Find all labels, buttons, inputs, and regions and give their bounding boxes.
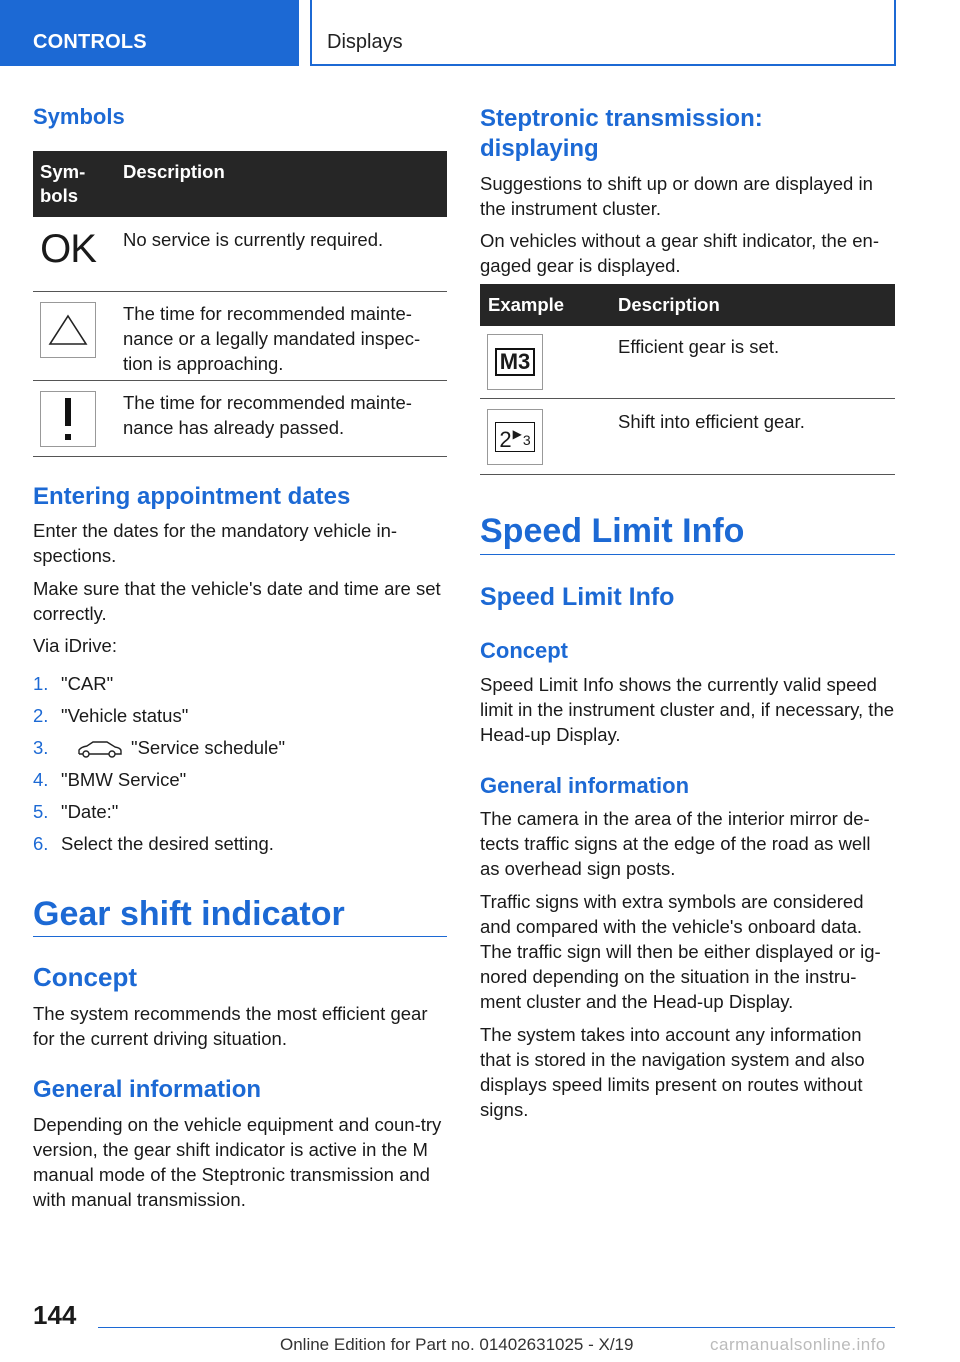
footer-rule	[98, 1327, 895, 1328]
car-icon	[75, 739, 125, 759]
list-item: 5. "Date:"	[33, 801, 119, 822]
gear-m3-icon: M3	[487, 334, 543, 390]
table-header-description: Description	[610, 284, 895, 326]
divider	[33, 380, 447, 381]
heading-rule	[480, 554, 895, 555]
list-item: 4. "BMW Service"	[33, 769, 187, 790]
symbols-table	[33, 151, 447, 458]
list-item: 6. Select the desired setting.	[33, 833, 274, 854]
exclamation-icon	[40, 391, 96, 447]
edition-note: Online Edition for Part no. 01402631025 - X/19	[280, 1335, 634, 1354]
section-tab	[0, 0, 299, 66]
paragraph: The camera in the area of the interior mirror de-tects traffic signs at the edge of the road as well as overhead sign posts.	[480, 808, 871, 879]
concept-heading: Concept	[33, 962, 137, 992]
list-item: 1. "CAR"	[33, 673, 114, 694]
speed-limit-title: Speed Limit Info	[480, 512, 745, 550]
table-header-example: Example	[480, 284, 610, 326]
gear-display-table	[480, 284, 895, 476]
speed-limit-subtitle: Speed Limit Info	[480, 583, 675, 611]
page-number: 144	[33, 1300, 77, 1330]
table-row	[33, 217, 447, 293]
section-label: CONTROLS	[33, 31, 147, 53]
chapter-label: Displays	[327, 31, 403, 53]
divider	[480, 474, 895, 475]
list-item: 3. "Service schedule"	[33, 737, 286, 758]
warning-triangle-icon	[40, 302, 96, 358]
table-row	[33, 382, 447, 458]
divider	[33, 291, 447, 292]
idrive-steps	[33, 671, 447, 863]
gear-shift-heading: Gear shift indicator	[33, 895, 345, 933]
chapter-tab	[310, 0, 896, 66]
row-description: The time for recommended mainte-nance has already passed.	[123, 392, 412, 438]
appointment-heading: Entering appointment dates	[33, 483, 351, 510]
general-info-heading: General information	[480, 773, 690, 798]
paragraph: Speed Limit Info shows the currently valid speed limit in the instrument cluster and, if necessary, the Head-up Display.	[480, 674, 895, 745]
table-row	[33, 293, 447, 382]
row-description: The time for recommended mainte-nance or a legally mandated inspec-tion is approaching.	[123, 303, 421, 374]
symbols-heading: Symbols	[33, 104, 125, 129]
row-description: No service is currently required.	[123, 229, 384, 250]
divider	[480, 398, 895, 399]
paragraph: Suggestions to shift up or down are displayed in the instrument cluster.	[480, 173, 873, 219]
table-header-description: Description	[115, 151, 447, 217]
steptronic-heading: Steptronic transmission: displaying	[480, 105, 763, 162]
paragraph: Make sure that the vehicle's date and time are set correctly.	[33, 578, 441, 624]
paragraph: On vehicles without a gear shift indicator, the en-gaged gear is displayed.	[480, 230, 879, 276]
watermark: carmanualsonline.info	[710, 1335, 886, 1354]
paragraph: Via iDrive:	[33, 635, 117, 656]
ok-text-icon: OK	[40, 227, 96, 271]
list-item: 2. "Vehicle status"	[33, 705, 189, 726]
heading-rule	[33, 936, 447, 937]
paragraph: Traffic signs with extra symbols are considered and compared with the vehicle's onboard data. The traffic sign will then be either displayed or ig-nored depending on the situation in the instru-ment cluster and the Head-up Display.	[480, 891, 881, 1012]
general-info-heading: General information	[33, 1076, 262, 1103]
paragraph: Depending on the vehicle equipment and coun-try version, the gear shift indicator is active in the M manual mode of the Steptronic transmission and with manual transmission.	[33, 1114, 442, 1210]
divider	[33, 456, 447, 457]
paragraph: Enter the dates for the mandatory vehicle in-spections.	[33, 520, 398, 566]
gear-2-to-3-icon: 2 ▶ 3	[487, 409, 543, 465]
table-header-symbols: Sym- bols	[33, 151, 115, 217]
table-row	[480, 401, 895, 476]
concept-heading: Concept	[480, 638, 568, 663]
table-row	[480, 326, 895, 401]
paragraph: The system takes into account any information that is stored in the navigation system and also displays speed limits present on routes without signs.	[480, 1024, 865, 1120]
paragraph: The system recommends the most efficient gear for the current driving situation.	[33, 1003, 428, 1049]
row-description: Shift into efficient gear.	[618, 411, 805, 432]
row-description: Efficient gear is set.	[618, 336, 780, 357]
